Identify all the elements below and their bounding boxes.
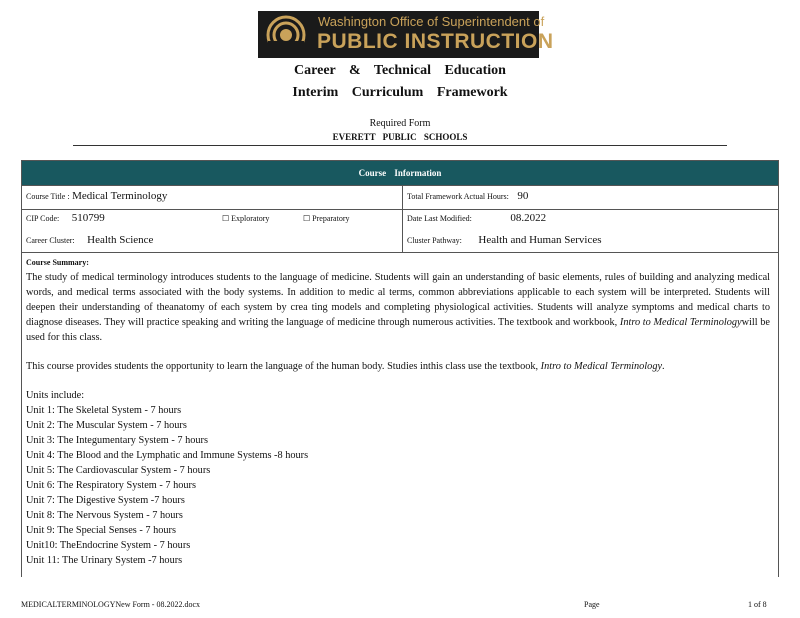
footer-page-number: 1 of 8: [748, 600, 767, 609]
course-info-header: Course Information: [22, 161, 778, 185]
district-name: EVERETT PUBLIC SCHOOLS: [332, 132, 468, 142]
units-intro: Units include:: [26, 390, 85, 401]
cip-code-label: CIP Code:: [26, 214, 60, 223]
list-item: Unit 5: The Cardiovascular System - 7 hours: [26, 465, 211, 476]
document-title-line-2: Interim Curriculum Framework: [292, 85, 508, 100]
total-hours-label: Total Framework Actual Hours:: [407, 192, 509, 201]
footer-filename: MEDICALTERMINOLOGYNew Form - 08.2022.docx: [21, 600, 201, 609]
list-item: Unit 4: The Blood and the Lymphatic and Immune Systems -8 hours: [26, 450, 309, 461]
career-cluster-label: Career Cluster:: [26, 236, 75, 245]
list-item: Unit 6: The Respiratory System - 7 hours: [26, 480, 196, 491]
exploratory-checkbox[interactable]: ☐ Exploratory: [222, 214, 270, 223]
date-modified-value: 08.2022: [510, 212, 547, 224]
career-cluster-value: Health Science: [87, 234, 154, 246]
required-form-label: Required Form: [369, 118, 431, 129]
list-item: Unit 1: The Skeletal System - 7 hours: [26, 405, 182, 416]
preparatory-checkbox[interactable]: ☐ Preparatory: [303, 214, 350, 223]
course-title-value: Medical Terminology: [72, 190, 168, 202]
footer-page-label: Page: [584, 600, 600, 609]
logo-emblem-icon: [264, 15, 312, 55]
textbook-title: Intro to Medical Terminology: [619, 317, 742, 328]
list-item: Unit 2: The Muscular System - 7 hours: [26, 420, 187, 431]
header-divider: [73, 145, 727, 146]
date-modified-label: Date Last Modified:: [407, 214, 472, 223]
total-hours-value: 90: [517, 190, 529, 202]
list-item: Unit10: TheEndocrine System - 7 hours: [26, 540, 191, 551]
course-summary-label: Course Summary:: [26, 258, 89, 267]
list-item: Unit 7: The Digestive System -7 hours: [26, 495, 185, 506]
summary-paragraph-2: This course provides students the opportunity to learn the language of the human body. Studies inthis class use the textbook, Intro to Medical Terminology.: [26, 361, 665, 372]
course-info-table: [21, 160, 779, 577]
list-item: Unit 9: The Special Senses - 7 hours: [26, 525, 176, 536]
list-item: Unit 3: The Integumentary System - 7 hours: [26, 435, 208, 446]
cluster-pathway-label: Cluster Pathway:: [407, 236, 462, 245]
list-item: Unit 8: The Nervous System - 7 hours: [26, 510, 183, 521]
column-divider: [402, 185, 403, 209]
course-title-label: Course Title :: [26, 192, 70, 201]
textbook-title: Intro to Medical Terminology: [540, 361, 663, 372]
unit-list: [26, 403, 770, 568]
summary-paragraph-1: The study of medical terminology introduces students to the language of medicine. Students will gain an understanding of basic elements, rules of building and analyzing medical words, and medical terms associated with the body systems. In addition to medic al terms, common abbreviations applicable to each system will be interpreted. Students will deepen their understanding of theanatomy of each system by crea ting models and completing physiological activities. Students will analyze symptoms and medical charts to diagnose diseases. They will practice speaking and writing the language of medicine through numerous activities. The textbook and workbook, Intro to Medical Terminologywill be used for this class.: [26, 272, 770, 343]
row-divider: [22, 209, 778, 210]
logo-agency-text: Washington Office of Superintendent of: [318, 14, 545, 29]
cluster-pathway-value: Health and Human Services: [478, 234, 602, 246]
course-summary: [26, 255, 770, 568]
list-item: Unit 11: The Urinary System -7 hours: [26, 555, 183, 566]
logo-brand-text: PUBLIC INSTRUCTION: [317, 30, 554, 53]
document-title-line-1: Career & Technical Education: [294, 63, 506, 78]
column-divider: [402, 209, 403, 252]
cip-code-value: 510799: [71, 212, 105, 224]
row-divider: [22, 185, 778, 186]
ospi-logo: [258, 11, 554, 58]
row-divider: [22, 252, 778, 253]
